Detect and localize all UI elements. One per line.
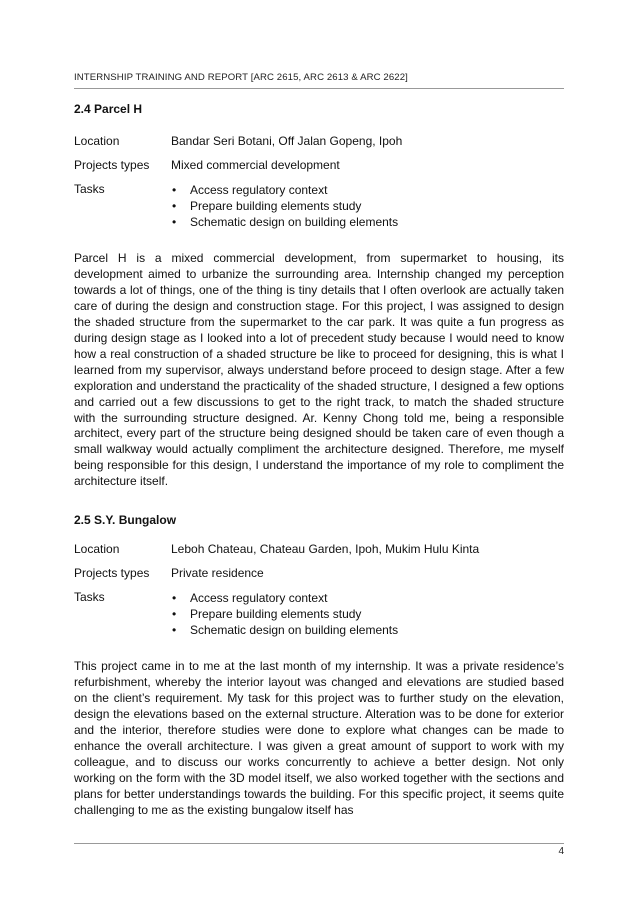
bullet-icon: • — [172, 215, 177, 229]
location-label: Location — [74, 134, 120, 148]
list-item — [171, 590, 398, 606]
page-number: 4 — [558, 846, 564, 857]
task-text: Prepare building elements study — [190, 607, 362, 621]
list-item — [171, 214, 398, 230]
location-label: Location — [74, 542, 120, 556]
tasks-list — [171, 182, 398, 230]
bullet-icon: • — [172, 591, 177, 605]
tasks-list — [171, 590, 398, 638]
bullet-icon: • — [172, 623, 177, 637]
section-heading-sy-bungalow: 2.5 S.Y. Bungalow — [74, 513, 177, 527]
tasks-label: Tasks — [74, 590, 105, 604]
list-item — [171, 606, 398, 622]
body-paragraph: This project came in to me at the last month of my internship. It was a private residence’s refurbishment, whereby the interior layout was changed and elevations are studied based on the client’s requirement. My task for this project was to further study on the elevation, design the elevations based on the external structure. Alteration was to be done for exterior and the interior, therefore studies were done to explore what changes can be made to enhance the overall architecture. I was given a great amount of support to work with my colleague, and to discuss our works concurrently to achieve a better design. Not only working on the form with the 3D model itself, we also worked together with the sections and plans for better understandings towards the building. For this specific project, it seems quite challenging to me as the existing bungalow itself has — [74, 659, 564, 817]
projects-type-label: Projects types — [74, 158, 150, 172]
projects-type-value: Private residence — [171, 566, 264, 580]
projects-type-label: Projects types — [74, 566, 150, 580]
location-value: Bandar Seri Botani, Off Jalan Gopeng, Ipoh — [171, 134, 403, 148]
task-text: Schematic design on building elements — [190, 623, 399, 637]
task-text: Access regulatory context — [190, 591, 328, 605]
list-item — [171, 622, 398, 638]
list-item — [171, 198, 398, 214]
bullet-icon: • — [172, 183, 177, 197]
location-value: Leboh Chateau, Chateau Garden, Ipoh, Mukim Hulu Kinta — [171, 542, 480, 556]
list-item — [171, 182, 398, 198]
bullet-icon: • — [172, 607, 177, 621]
task-text: Prepare building elements study — [190, 199, 362, 213]
tasks-label: Tasks — [74, 182, 105, 196]
bullet-icon: • — [172, 199, 177, 213]
footer-divider — [74, 843, 564, 844]
running-header: INTERNSHIP TRAINING AND REPORT [ARC 2615, ARC 2613 & ARC 2622] — [74, 72, 408, 83]
header-divider — [74, 88, 564, 89]
task-text: Access regulatory context — [190, 183, 328, 197]
projects-type-value: Mixed commercial development — [171, 158, 340, 172]
task-text: Schematic design on building elements — [190, 215, 399, 229]
body-paragraph: Parcel H is a mixed commercial development, from supermarket to housing, its development aimed to urbanize the surrounding area. Internship changed my perception towards a lot of things, one of the thing is tiny details that I often overlook are actually taken care of during the design and construction stage. For this project, I was assigned to design the shaded structure from the supermarket to the car park. It was quite a fun progress as during design stage as I looked into a lot of precedent study because I would need to know how a real construction of a shaded structure be like to proceed for designing, this is what I learned from my supervisor, always understand before proceed to design stage. After a few exploration and understand the practicality of the shaded structure, I designed a few options and carried out a few discussions to get to the right track, to match the shaded structure with the surrounding structure designed. Ar. Kenny Chong told me, being a responsible architect, every part of the structure being designed should be taken care of even though a small walkway would actually compliment the architecture designed. Therefore, me myself being responsible for this design, I understand the importance of my role to compliment the architecture itself. — [74, 251, 564, 489]
section-heading-parcel-h: 2.4 Parcel H — [74, 102, 143, 116]
